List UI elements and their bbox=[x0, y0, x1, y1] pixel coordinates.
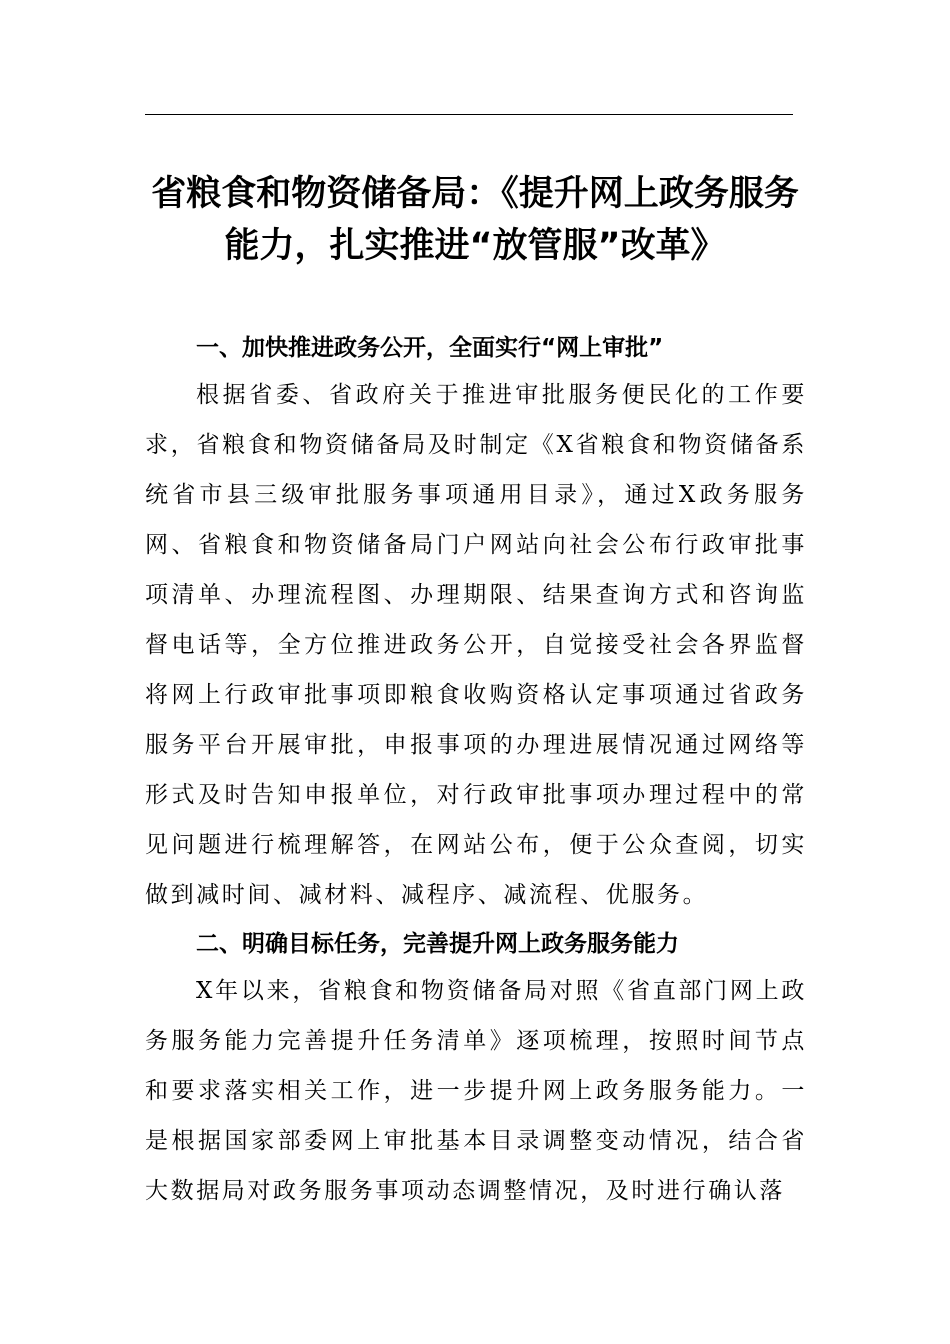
section-body-2: X年以来，省粮食和物资储备局对照《省直部门网上政务服务能力完善提升任务清单》逐项梳理，按照时间节点和要求落实相关工作，进一步提升网上政务服务能力。一是根据国家部委网上审批基本目录调整变动情况，结合省大数据局对政务服务事项动态调整情况，及时进行确认落 bbox=[145, 978, 807, 1204]
document-title: 省粮食和物资储备局：《提升网上政务服务能力，扎实推进“放管服”改革》 bbox=[151, 174, 799, 266]
header-rule bbox=[145, 114, 793, 115]
section-body-1: 根据省委、省政府关于推进审批服务便民化的工作要求，省粮食和物资储备局及时制定《X省粮食和物资储备系统省市县三级审批服务事项通用目录》，通过X政务服务网、省粮食和物资储备局门户网站向社会公布行政审批事项清单、办理流程图、办理期限、结果查询方式和咨询监督电话等，全方位推进政务公开，自觉接受社会各界监督将网上行政审批事项即粮食收购资格认定事项通过省政务服务平台开展审批，申报事项的办理进展情况通过网络等形式及时告知申报单位，对行政审批事项办理过程中的常见问题进行梳理解答，在网站公布，便于公众查阅，切实做到减时间、减材料、减程序、减流程、优服务。 bbox=[145, 382, 807, 908]
section-heading-2: 二、明确目标任务，完善提升网上政务服务能力 bbox=[196, 931, 679, 957]
section-heading-1: 一、加快推进政务公开，全面实行“网上审批” bbox=[196, 335, 664, 361]
